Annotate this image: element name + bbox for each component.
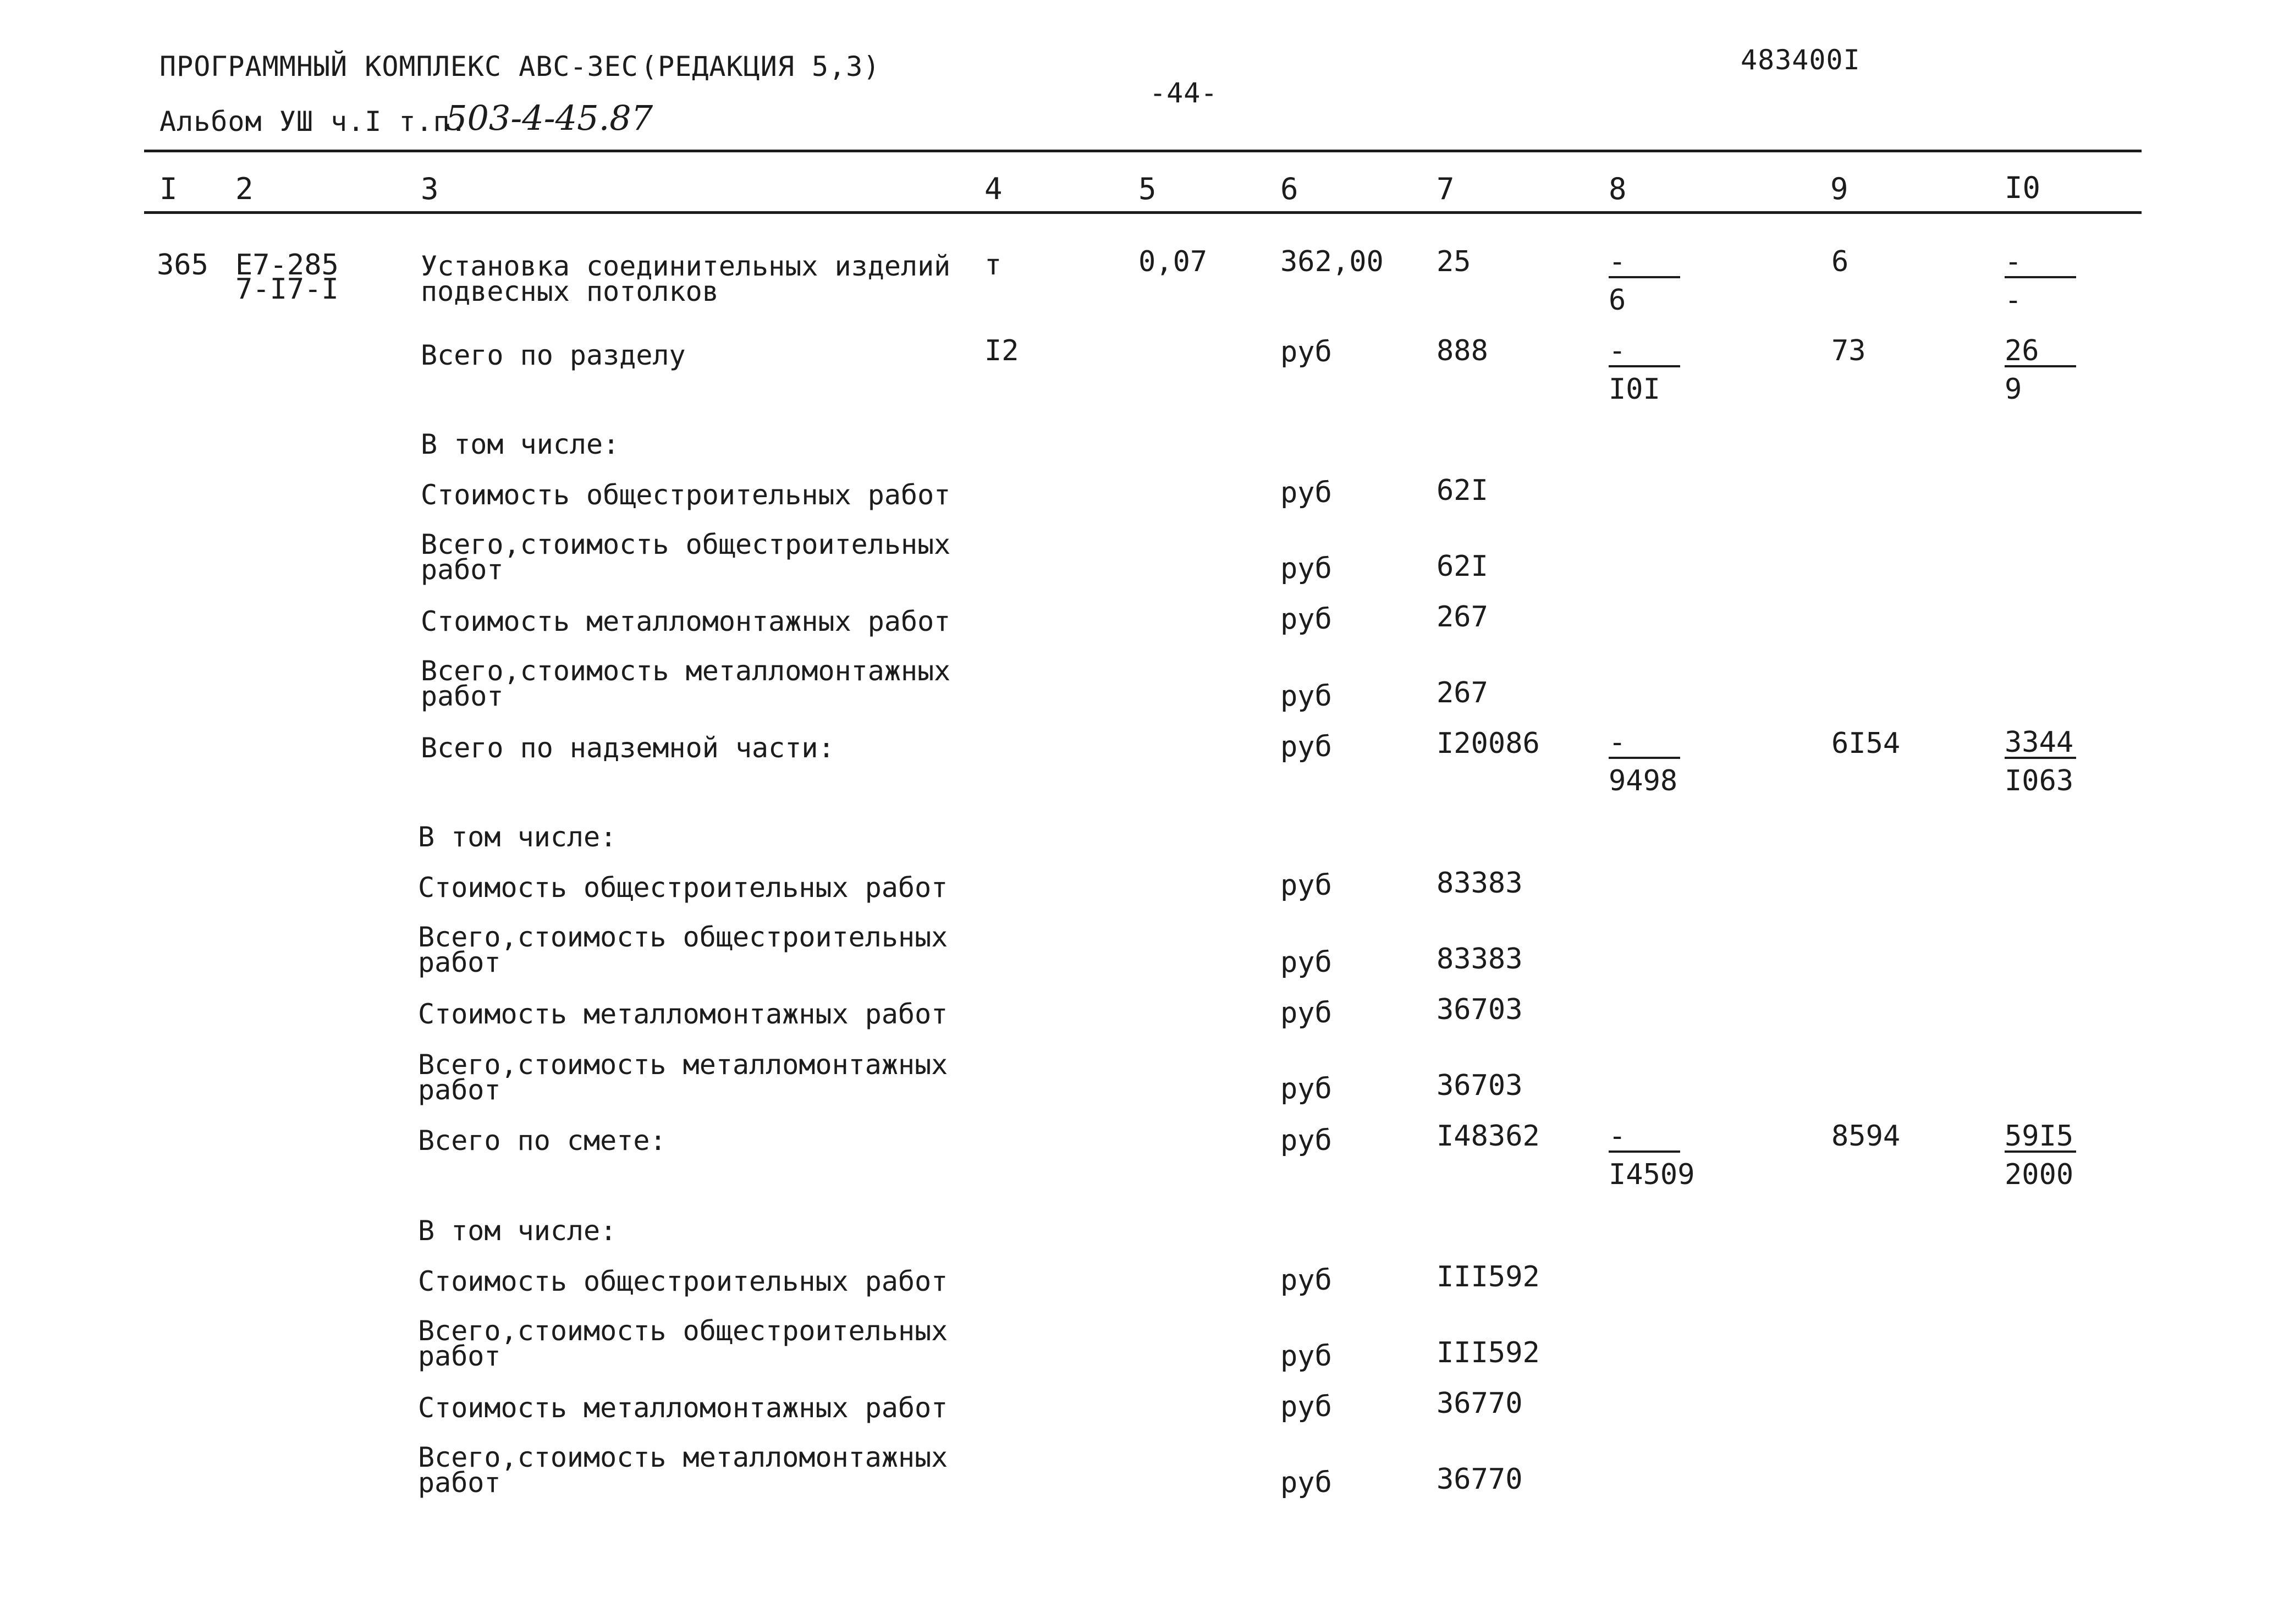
column-header-3: 3 [421, 172, 439, 206]
column-header-4: 4 [984, 172, 1003, 206]
project-number: 503-4-45.87 [445, 98, 653, 138]
item-unit: т [984, 249, 1002, 282]
section-total-col10-top: 26 [2005, 338, 2076, 367]
program-title: ПРОГРАММНЫЙ КОМПЛЕКС АВС-ЗЕС [159, 51, 639, 82]
estimate-total-label: Всего по смете: [418, 1125, 667, 1157]
estimate-col8-top: - [1609, 1123, 1680, 1153]
row-value: 36770 [1437, 1387, 1523, 1420]
column-header-6: 6 [1280, 172, 1298, 206]
row-label: Стоимость металломонтажных работ [418, 1392, 948, 1424]
including-label-2: В том числе: [418, 821, 617, 853]
row-unit: руб [1280, 869, 1332, 902]
above-ground-col10-bottom: I063 [2005, 764, 2074, 797]
above-ground-total-unit: руб [1280, 730, 1332, 763]
album-label: Альбом УШ ч.I т.п. [159, 106, 467, 137]
column-header-1: I [159, 172, 178, 206]
column-header-7: 7 [1437, 172, 1455, 206]
row-label-line2: работ [421, 554, 504, 586]
above-ground-col9: 6I54 [1831, 727, 1901, 760]
row-label-line1: Всего,стоимость металломонтажных [418, 1441, 948, 1473]
estimate-col8-bottom: I4509 [1609, 1158, 1695, 1191]
row-label-line1: Всего,стоимость общестроительных [421, 529, 951, 560]
row-value: 83383 [1437, 867, 1523, 900]
item-col10-top: - [2005, 249, 2076, 278]
item-number: 365 [157, 249, 208, 282]
section-total-value: 888 [1437, 334, 1488, 367]
item-code-line2: 7-I7-I [235, 273, 339, 306]
row-label: Стоимость металломонтажных работ [421, 605, 951, 637]
row-label-line2: работ [418, 1074, 501, 1106]
section-total-label: Всего по разделу [421, 339, 686, 371]
item-total: 25 [1437, 245, 1471, 278]
row-label: Стоимость общестроительных работ [421, 479, 951, 511]
column-header-8: 8 [1609, 172, 1627, 206]
row-unit: руб [1280, 1340, 1332, 1373]
item-col8-bottom: 6 [1609, 284, 1626, 317]
section-total-unit: руб [1280, 335, 1332, 368]
estimate-total-unit: руб [1280, 1124, 1332, 1157]
row-label: Стоимость общестроительных работ [418, 872, 948, 904]
item-col10-bottom: - [2005, 284, 2022, 317]
edition-label: (РЕДАКЦИЯ 5,3) [641, 51, 880, 82]
above-ground-total-label: Всего по надземной части: [421, 732, 835, 764]
row-unit: руб [1280, 552, 1332, 585]
row-value: 62I [1437, 474, 1488, 507]
item-code-line1: E7-285 [235, 249, 339, 282]
column-header-9: 9 [1830, 172, 1848, 206]
row-label: Стоимость общестроительных работ [418, 1265, 948, 1297]
column-header-2: 2 [235, 172, 254, 206]
row-unit: руб [1280, 1390, 1332, 1423]
item-quantity: 0,07 [1138, 245, 1208, 278]
item-description-line2: подвесных потолков [421, 276, 719, 307]
table-top-rule [144, 150, 2142, 152]
row-unit: руб [1280, 476, 1332, 509]
section-total-col4: I2 [984, 334, 1019, 367]
column-header-5: 5 [1138, 172, 1157, 206]
row-value: 83383 [1437, 943, 1523, 976]
row-value: 62I [1437, 550, 1488, 583]
item-col10-fraction [2005, 245, 2076, 317]
estimate-col10-top: 59I5 [2005, 1123, 2076, 1153]
row-unit: руб [1280, 1072, 1332, 1105]
row-value: 267 [1437, 601, 1488, 634]
above-ground-col8-bottom: 9498 [1609, 764, 1678, 797]
row-label-line1: Всего,стоимость общестроительных [418, 1315, 948, 1347]
row-unit: руб [1280, 997, 1332, 1030]
row-unit: руб [1280, 603, 1332, 636]
section-total-col9: 73 [1831, 334, 1866, 367]
table-header-rule [144, 211, 2142, 214]
section-total-col10-fraction [2005, 334, 2076, 406]
row-label-line1: Всего,стоимость металломонтажных [421, 655, 951, 687]
above-ground-total-value: I20086 [1437, 727, 1540, 760]
including-label-1: В том числе: [421, 428, 620, 460]
above-ground-col10-fraction [2005, 726, 2076, 797]
row-label-line2: работ [418, 946, 501, 978]
item-col8-fraction [1609, 245, 1680, 317]
row-value: III592 [1437, 1336, 1540, 1369]
row-value: III592 [1437, 1260, 1540, 1293]
estimate-col10-fraction [2005, 1120, 2076, 1191]
row-value: 36703 [1437, 1069, 1523, 1102]
column-header-10: I0 [2005, 170, 2041, 205]
row-value: 36703 [1437, 993, 1523, 1026]
document-code: 483400I [1741, 44, 1861, 76]
page-number: -44- [1149, 77, 1218, 109]
row-unit: руб [1280, 1466, 1332, 1499]
section-total-col8-bottom: I0I [1609, 373, 1660, 406]
estimate-total-value: I48362 [1437, 1120, 1540, 1153]
including-label-3: В том числе: [418, 1215, 617, 1247]
section-total-col10-bottom: 9 [2005, 373, 2022, 406]
above-ground-col8-fraction [1609, 726, 1680, 797]
row-value: 267 [1437, 676, 1488, 709]
row-label-line2: работ [421, 680, 504, 712]
item-col8-top: - [1609, 249, 1680, 278]
above-ground-col10-top: 3344 [2005, 729, 2076, 759]
estimate-col10-bottom: 2000 [2005, 1158, 2074, 1191]
row-unit: руб [1280, 1264, 1332, 1297]
item-description-line1: Установка соединительных изделий [421, 250, 951, 282]
row-label-line1: Всего,стоимость металломонтажных [418, 1049, 948, 1081]
estimate-col9: 8594 [1831, 1120, 1901, 1153]
item-price: 362,00 [1280, 245, 1384, 278]
item-col9: 6 [1831, 245, 1849, 278]
row-label-line2: работ [418, 1340, 501, 1372]
row-value: 36770 [1437, 1463, 1523, 1496]
row-unit: руб [1280, 946, 1332, 979]
estimate-col8-fraction [1609, 1120, 1695, 1191]
row-unit: руб [1280, 680, 1332, 713]
row-label-line1: Всего,стоимость общестроительных [418, 921, 948, 953]
row-label-line2: работ [418, 1467, 501, 1499]
row-label: Стоимость металломонтажных работ [418, 998, 948, 1030]
section-total-col8-top: - [1609, 338, 1680, 367]
above-ground-col8-top: - [1609, 729, 1680, 759]
section-total-col8-fraction [1609, 334, 1680, 406]
